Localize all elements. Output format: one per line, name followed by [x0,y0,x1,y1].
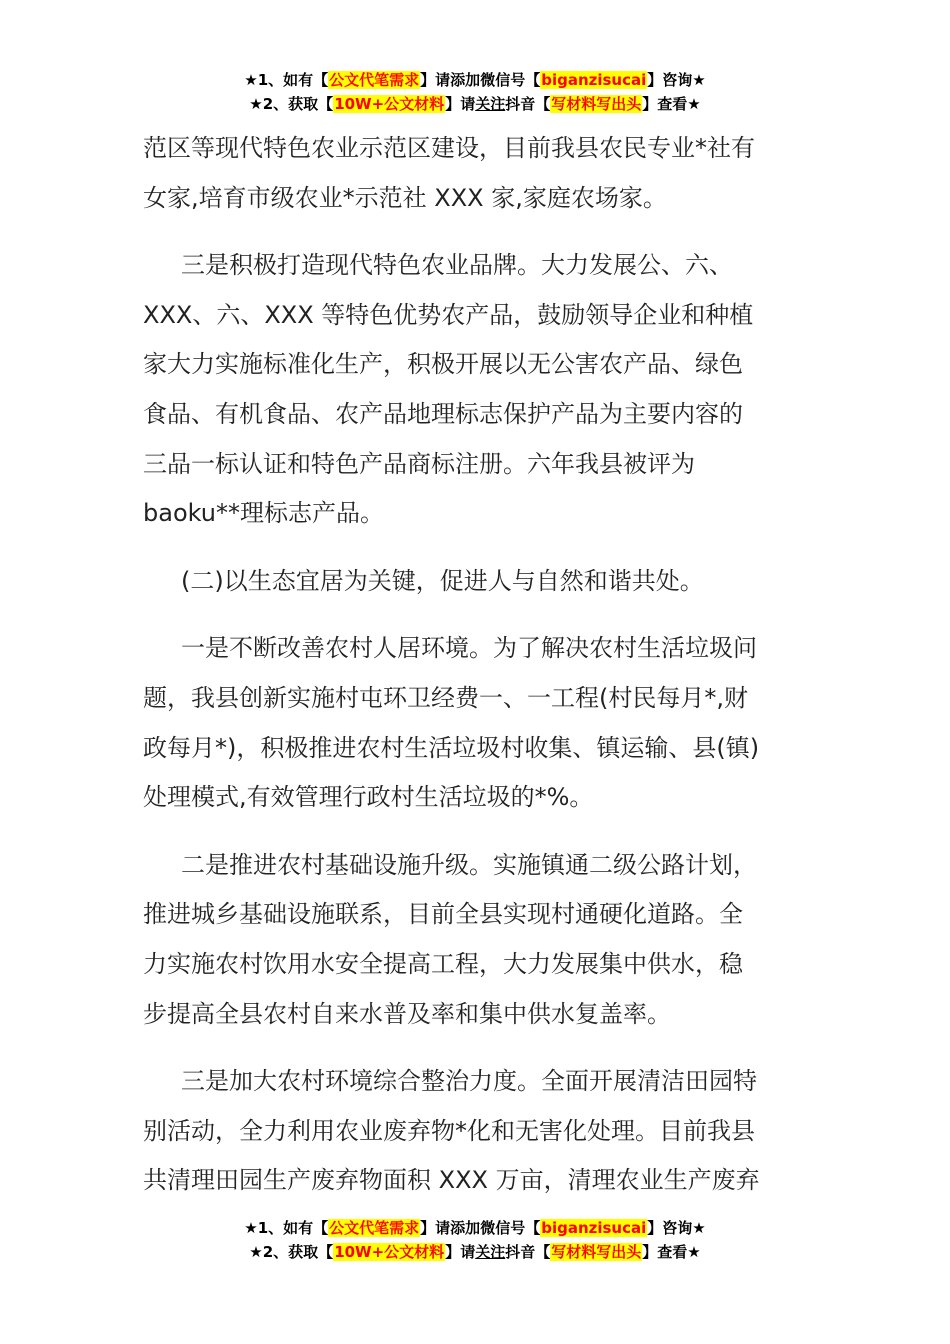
banner-highlight: 公文代笔需求 [329,71,420,89]
banner-text: 】请添加 [420,71,481,89]
banner-text: 抖音【 [505,95,551,113]
text-line: 题，我县创新实施村屯环卫经费一、一工程(村民每月*,财 [143,683,748,712]
text-line: 范区等现代特色农业示范区建设，目前我县农民专业*社有 [143,134,755,162]
banner-highlight: biganzisucai [541,71,647,89]
banner-text: 】请 [445,1243,476,1261]
paragraph [143,124,803,223]
banner-text: ★2、获取【 [249,1243,334,1261]
banner-highlight: 10W+公文材料 [334,95,445,113]
header-banner [0,68,950,116]
banner-text: ★2、获取【 [249,95,334,113]
text-line: baoku**理标志产品。 [143,499,384,528]
text-line: 二是推进农村基础设施升级。实施镇通二级公路计划， [181,850,757,879]
banner-highlight: 公文代笔需求 [329,1219,420,1237]
banner-text: 】查看★ [642,1243,701,1261]
text-line: 家大力实施标准化生产，积极开展以无公害农产品、绿色 [143,350,743,379]
text-line: 共清理田园生产废弃物面积 XXX 万亩，清理农业生产废弃 [143,1166,760,1195]
text-line: 三品一标认证和特色产品商标注册。六年我县被评为 [143,449,695,478]
text-line: 政每月*)，积极推进农村生活垃圾村收集、镇运输、县(镇) [143,733,760,762]
text-line: 女家,培育市级农业*示范社 XXX 家,家庭农场家。 [143,183,667,212]
banner-text: 】查看★ [642,95,701,113]
paragraph [143,1057,803,1206]
banner-line-2 [0,1240,950,1264]
text-line: 三是加大农村环境综合整治力度。全面开展清洁田园特 [181,1067,757,1096]
text-line: 别活动，全力利用农业废弃物*化和无害化处理。目前我县 [143,1116,755,1145]
text-line: 处理模式,有效管理行政村生活垃圾的*%。 [143,783,594,812]
banner-text: 】请添加 [420,1219,481,1237]
banner-line-1 [0,68,950,92]
banner-highlight: 写材料写出头 [551,95,642,113]
text-line: 推进城乡基础设施联系，目前全县实现村通硬化道路。全 [143,900,743,929]
text-line: 一是不断改善农村人居环境。为了解决农村生活垃圾问 [181,634,757,663]
banner-text: 微信号【 [480,71,541,89]
banner-highlight: biganzisucai [541,1219,647,1237]
text-line: 力实施农村饮用水安全提高工程，大力发展集中供水，稳 [143,949,743,978]
banner-text: 】请 [445,95,476,113]
banner-text: 关注 [475,1243,506,1261]
banner-highlight: 写材料写出头 [551,1243,642,1261]
footer-banner [0,1216,950,1264]
text-line: 三是积极打造现代特色农业品牌。大力发展公、六、 [181,251,733,280]
text-line: 步提高全县农村自来水普及率和集中供水复盖率。 [143,999,671,1028]
document-body [143,124,803,1224]
banner-line-1 [0,1216,950,1240]
section-heading [143,557,803,607]
banner-text: 关注 [475,95,506,113]
banner-text: 抖音【 [505,1243,551,1261]
banner-text: ★1、如有【 [244,1219,329,1237]
text-line: 食品、有机食品、农产品地理标志保护产品为主要内容的 [143,399,743,428]
banner-text: 】咨询★ [647,1219,706,1237]
paragraph [143,841,803,1039]
text-line: XXX、六、XXX 等特色优势农产品，鼓励领导企业和种植 [143,300,754,329]
banner-text: 】咨询★ [647,71,706,89]
paragraph [143,624,803,822]
paragraph [143,241,803,539]
banner-text: 微信号【 [480,1219,541,1237]
text-line: (二)以生态宜居为关键，促进人与自然和谐共处。 [181,566,704,595]
banner-text: ★1、如有【 [244,71,329,89]
banner-highlight: 10W+公文材料 [334,1243,445,1261]
banner-line-2 [0,92,950,116]
